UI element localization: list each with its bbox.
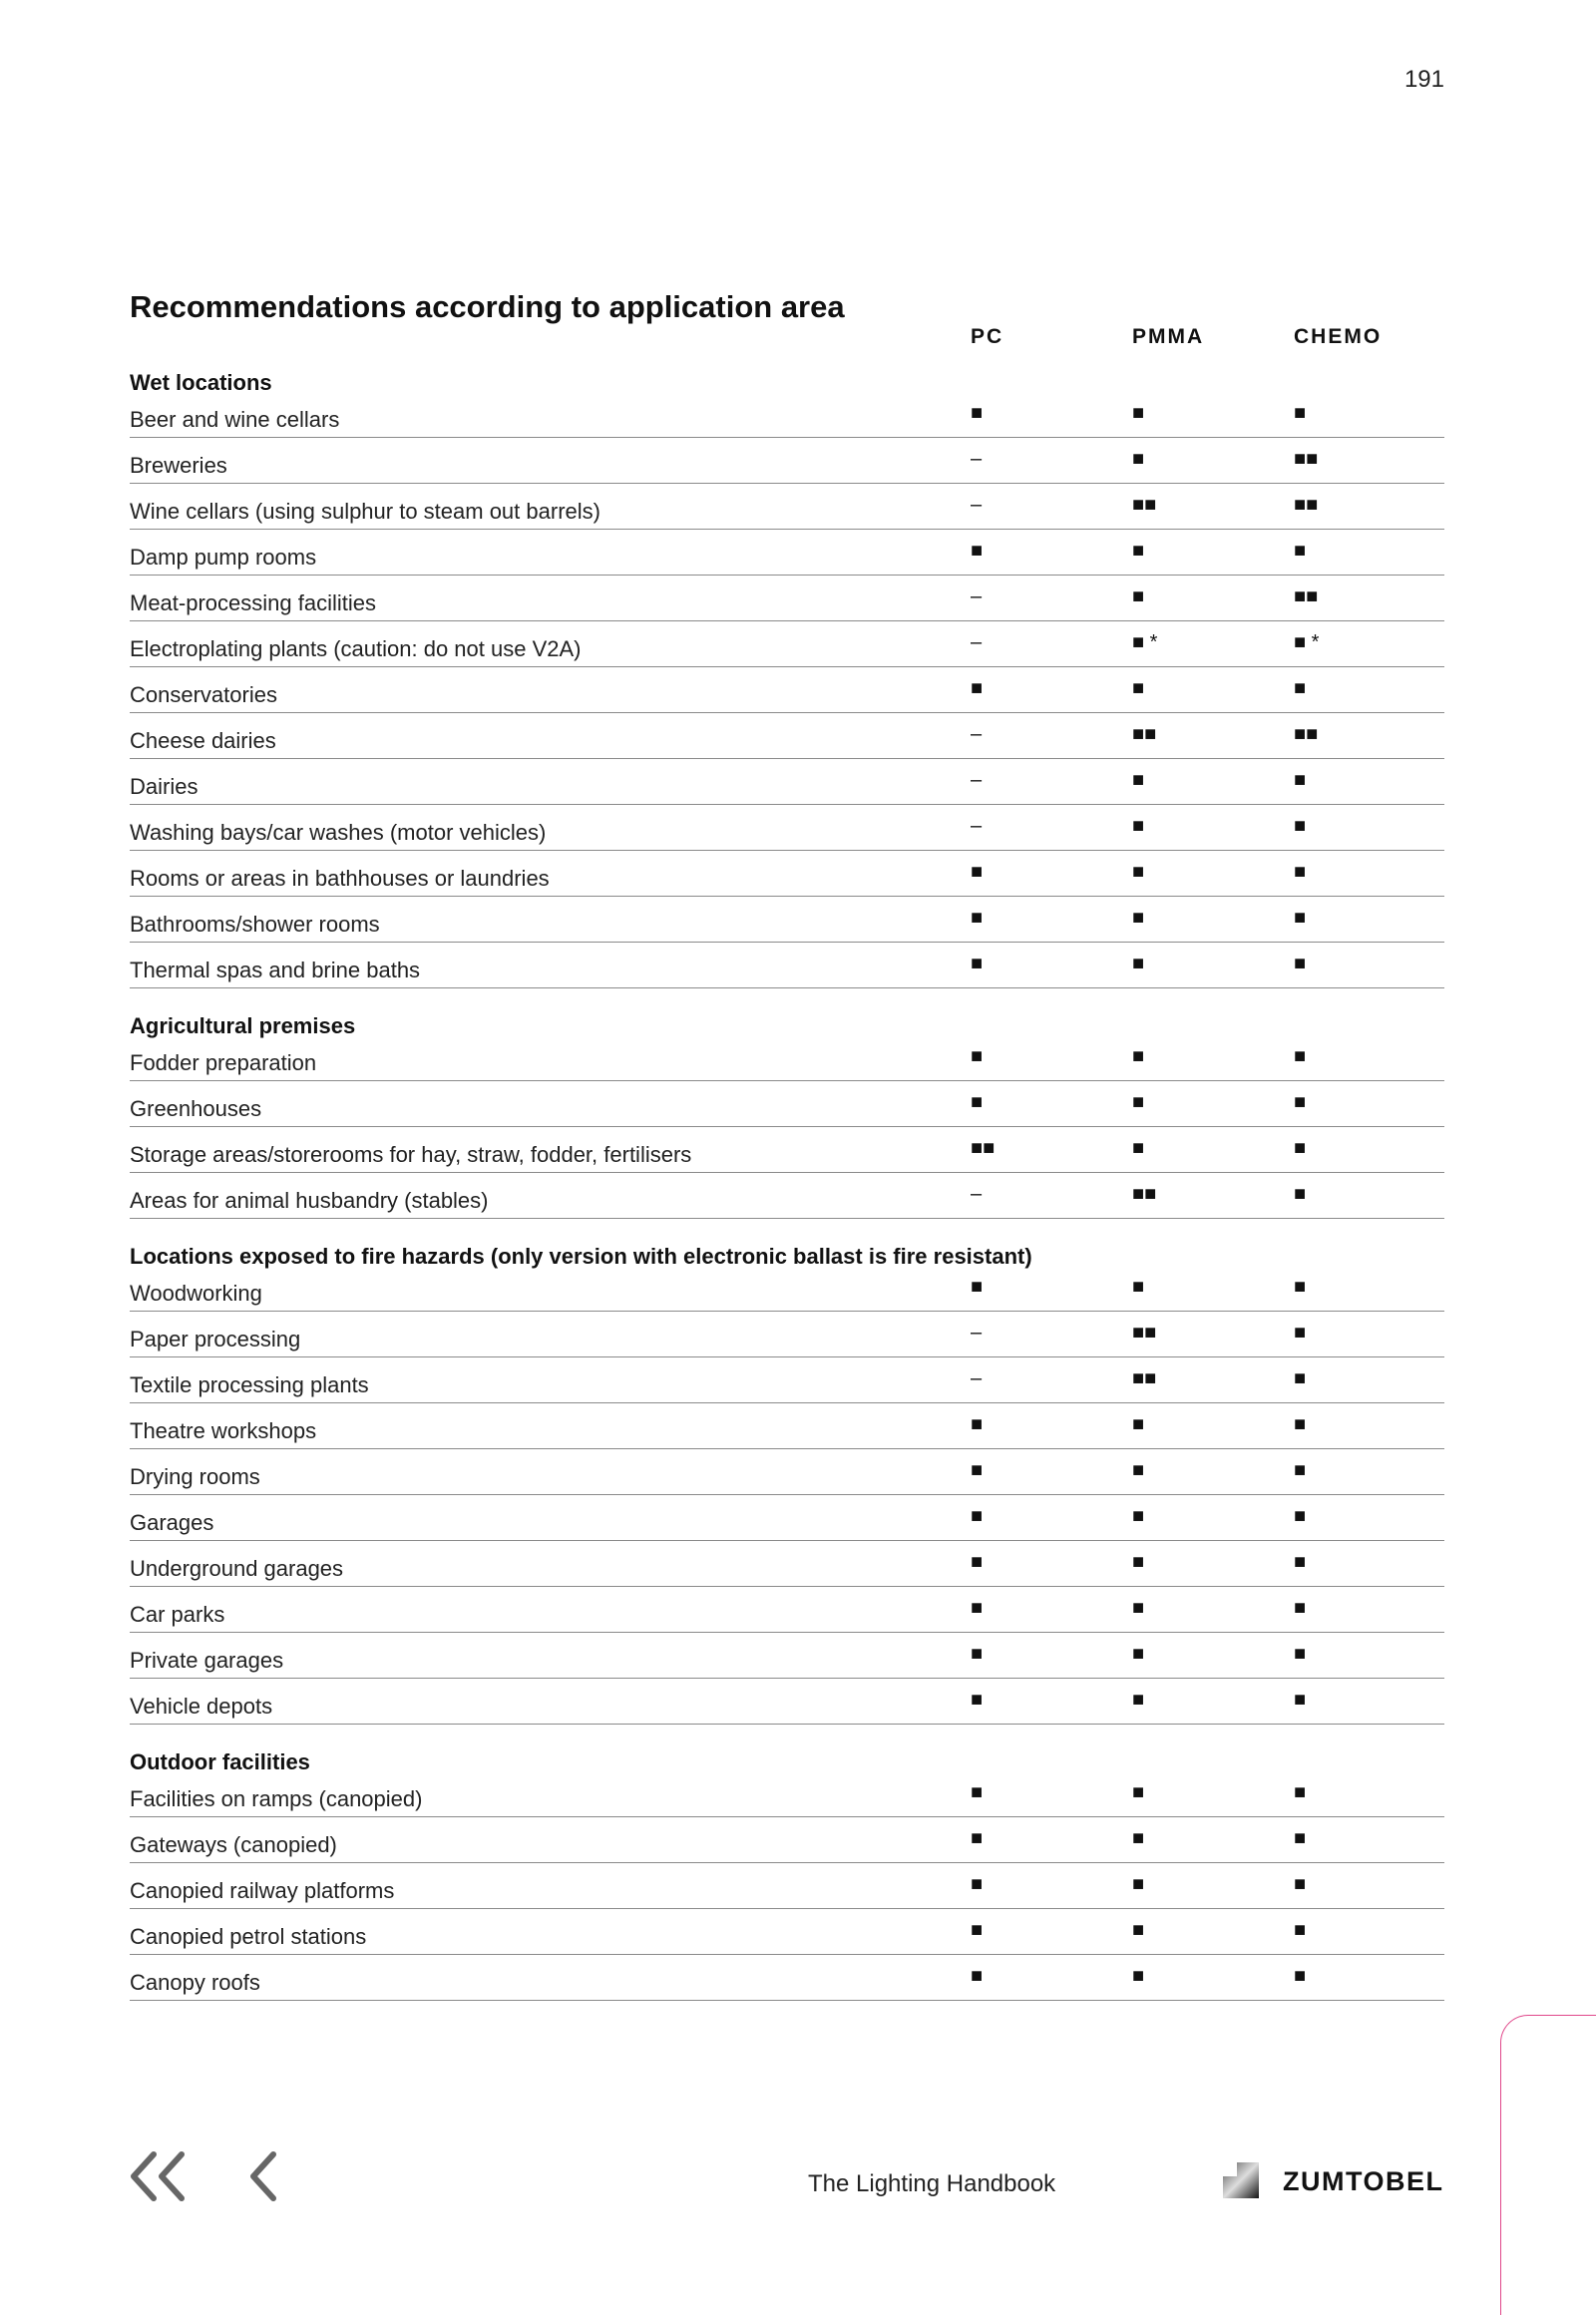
rating-chemo: ■ [1294,1827,1307,1849]
rating-pc: ■ [971,1643,984,1665]
rating-pc: ■ [971,677,984,699]
rating-chemo: ■ [1294,1551,1307,1573]
rating-pc: – [971,1322,983,1344]
side-tab-marker [1500,2015,1596,2315]
rating-chemo: ■ [1294,1045,1307,1067]
table-section [130,1241,1444,1725]
row-label: Breweries [130,453,227,478]
rating-pmma: ■ [1132,1137,1145,1159]
rating-pc: – [971,494,983,516]
rating-pc: – [971,585,983,607]
table-row [130,1909,1444,1955]
rating-chemo: ■ [1294,402,1307,424]
rating-pc: – [971,815,983,837]
column-header-chemo: CHEMO [1294,325,1383,348]
rating-pc: ■ [971,1276,984,1298]
rating-pmma: ■ [1132,677,1145,699]
row-label: Dairies [130,774,199,799]
table-row [130,1679,1444,1725]
rating-pmma: ■ [1132,1643,1145,1665]
rating-pmma: ■ [1132,1919,1145,1941]
row-label: Textile processing plants [130,1372,369,1397]
rating-chemo: ■ [1294,953,1307,974]
row-label: Beer and wine cellars [130,407,340,432]
row-label: Drying rooms [130,1464,260,1489]
rating-chemo: ■ [1294,1322,1307,1344]
row-label: Underground garages [130,1556,344,1581]
table-section [130,1746,1444,2001]
rating-pc: – [971,1367,983,1389]
section-title: Locations exposed to fire hazards (only version with electronic ballast is fire resistant) [130,1244,1032,1269]
rating-pmma: ■ [1132,1597,1145,1619]
table-row [130,759,1444,805]
rating-pmma: ■ [1132,861,1145,883]
rating-chemo: ■ [1294,1781,1307,1803]
row-label: Theatre workshops [130,1418,317,1443]
rating-chemo: ■ [1294,1965,1307,1987]
table-section [130,367,1444,988]
rating-chemo: ■ [1294,769,1307,791]
table-row [130,851,1444,897]
rating-pmma: ■■ [1132,494,1157,516]
rating-chemo: ■ [1294,1689,1307,1711]
row-label: Car parks [130,1602,225,1627]
rating-chemo: ■ [1294,1919,1307,1941]
section-title: Outdoor facilities [130,1749,310,1774]
table-row [130,621,1444,667]
rating-pmma: ■ [1132,953,1145,974]
rating-chemo: ■ [1294,907,1307,929]
row-label: Vehicle depots [130,1694,273,1719]
table-row [130,1955,1444,2001]
rating-pc: – [971,631,983,653]
footer [0,2144,1596,2224]
rating-chemo: ■ [1294,1643,1307,1665]
row-label: Areas for animal husbandry (stables) [130,1188,489,1213]
column-header-pc: PC [971,325,1004,348]
rating-pmma: ■ [1132,1873,1145,1895]
rating-pc: ■ [971,1597,984,1619]
zumtobel-logo-mark-icon [1223,2162,1259,2198]
rating-pmma: ■ [1132,540,1145,562]
rating-pmma: ■ [1132,1276,1145,1298]
row-label: Electroplating plants (caution: do not use V2A) [130,636,582,661]
table-row [130,1778,1444,1817]
rating-pc: – [971,448,983,470]
table-row [130,530,1444,576]
table-row [130,1173,1444,1219]
table-row [130,1403,1444,1449]
rating-pc: ■ [971,1965,984,1987]
rating-pc: ■ [971,1781,984,1803]
row-label: Canopy roofs [130,1970,260,1995]
table-row [130,1042,1444,1081]
rating-pc: ■ [971,1551,984,1573]
rating-pc: ■■ [971,1137,996,1159]
rating-pc: ■ [971,1505,984,1527]
rating-pmma: ■ [1132,815,1145,837]
table-row [130,1449,1444,1495]
table-row [130,713,1444,759]
table-header [130,289,1444,349]
rating-pc: ■ [971,907,984,929]
rating-pmma: ■ [1132,907,1145,929]
rating-chemo: ■ [1294,540,1307,562]
rating-pmma: ■ [1132,1091,1145,1113]
table-row [130,897,1444,943]
rating-pc: ■ [971,1413,984,1435]
table-row [130,1633,1444,1679]
rating-pmma: ■ [1132,448,1145,470]
rating-pc: ■ [971,953,984,974]
rating-chemo: ■ [1294,1505,1307,1527]
table-row [130,438,1444,484]
row-label: Private garages [130,1648,284,1673]
table-row [130,1817,1444,1863]
rating-chemo: ■ [1294,1091,1307,1113]
section-title: Wet locations [130,370,272,395]
row-label: Meat-processing facilities [130,590,376,615]
table-row [130,399,1444,438]
table-section [130,1010,1444,1219]
row-label: Conservatories [130,682,277,707]
rating-pc: – [971,1183,983,1205]
rating-pc: ■ [971,402,984,424]
table-row [130,576,1444,621]
row-label: Facilities on ramps (canopied) [130,1786,423,1811]
row-label: Greenhouses [130,1096,262,1121]
double-chevron-left-icon[interactable] [126,2148,190,2209]
rating-pmma: ■■ [1132,1322,1157,1344]
table-row [130,1127,1444,1173]
row-label: Washing bays/car washes (motor vehicles) [130,820,547,845]
table-row [130,1863,1444,1909]
row-label: Garages [130,1510,214,1535]
table-row [130,1312,1444,1357]
rating-chemo: ■ [1294,1183,1307,1205]
rating-chemo: ■ [1294,1459,1307,1481]
rating-pc: ■ [971,1459,984,1481]
table-row [130,1081,1444,1127]
rating-pc: ■ [971,540,984,562]
chevron-left-icon[interactable] [243,2148,283,2209]
row-label: Wine cellars (using sulphur to steam out barrels) [130,499,600,524]
rating-pc: ■ [971,1919,984,1941]
recommendations-table [130,367,1444,2023]
rating-pc: ■ [971,1689,984,1711]
rating-pmma: ■ [1132,1413,1145,1435]
handbook-title: The Lighting Handbook [808,2170,1056,2197]
row-label: Canopied petrol stations [130,1924,367,1949]
rating-pmma: ■ [1132,769,1145,791]
rating-pmma: ■■ [1132,1367,1157,1389]
rating-pmma: ■■ [1132,723,1157,745]
rating-pmma: ■ [1132,1505,1145,1527]
row-label: Fodder preparation [130,1050,317,1075]
table-row [130,1495,1444,1541]
table-row [130,1273,1444,1312]
table-row [130,484,1444,530]
rating-chemo: ■ [1294,1276,1307,1298]
rating-chemo: ■ [1294,815,1307,837]
rating-pc: ■ [971,1045,984,1067]
rating-chemo: ■ [1294,677,1307,699]
rating-pc: – [971,723,983,745]
column-header-pmma: PMMA [1132,325,1205,348]
rating-chemo: ■ [1294,861,1307,883]
row-label: Bathrooms/shower rooms [130,912,380,937]
rating-pc: ■ [971,1827,984,1849]
rating-chemo: ■■ [1294,448,1319,470]
rating-pmma: ■ [1132,1781,1145,1803]
rating-pc: ■ [971,861,984,883]
rating-pc: – [971,769,983,791]
rating-chemo: ■■ [1294,723,1319,745]
rating-pmma: ■ [1132,1551,1145,1573]
rating-chemo: ■ [1294,1873,1307,1895]
row-label: Storage areas/storerooms for hay, straw, fodder, fertilisers [130,1142,692,1167]
row-label: Cheese dairies [130,728,276,753]
zumtobel-logo [1223,2154,1444,2202]
rating-pmma: ■ [1132,1689,1145,1711]
rating-pmma: ■ [1132,585,1145,607]
table-row [130,1357,1444,1403]
rating-pmma: ■ [1132,1827,1145,1849]
row-label: Rooms or areas in bathhouses or laundries [130,866,550,891]
rating-pmma: ■ [1132,402,1145,424]
rating-chemo: ■■ [1294,494,1319,516]
page-title: Recommendations according to application area [130,289,845,324]
rating-pmma: ■ [1132,1965,1145,1987]
rating-pmma: ■ [1132,1045,1145,1067]
row-label: Gateways (canopied) [130,1832,337,1857]
rating-chemo: ■ [1294,1367,1307,1389]
row-label: Thermal spas and brine baths [130,958,421,982]
rating-pmma: ■■ [1132,1183,1157,1205]
rating-pmma: ■ * [1132,631,1158,653]
rating-chemo: ■■ [1294,585,1319,607]
page-number: 191 [1403,66,1444,93]
row-label: Woodworking [130,1281,262,1306]
rating-pc: ■ [971,1873,984,1895]
rating-chemo: ■ [1294,1137,1307,1159]
rating-chemo: ■ [1294,1597,1307,1619]
table-row [130,1587,1444,1633]
rating-chemo: ■ * [1294,631,1320,653]
table-row [130,1541,1444,1587]
table-row [130,667,1444,713]
rating-pc: ■ [971,1091,984,1113]
table-row [130,805,1444,851]
row-label: Paper processing [130,1327,301,1351]
section-title: Agricultural premises [130,1013,356,1038]
rating-pmma: ■ [1132,1459,1145,1481]
row-label: Damp pump rooms [130,545,317,570]
zumtobel-wordmark: ZUMTOBEL [1283,2166,1444,2196]
row-label: Canopied railway platforms [130,1878,395,1903]
table-row [130,943,1444,988]
rating-chemo: ■ [1294,1413,1307,1435]
